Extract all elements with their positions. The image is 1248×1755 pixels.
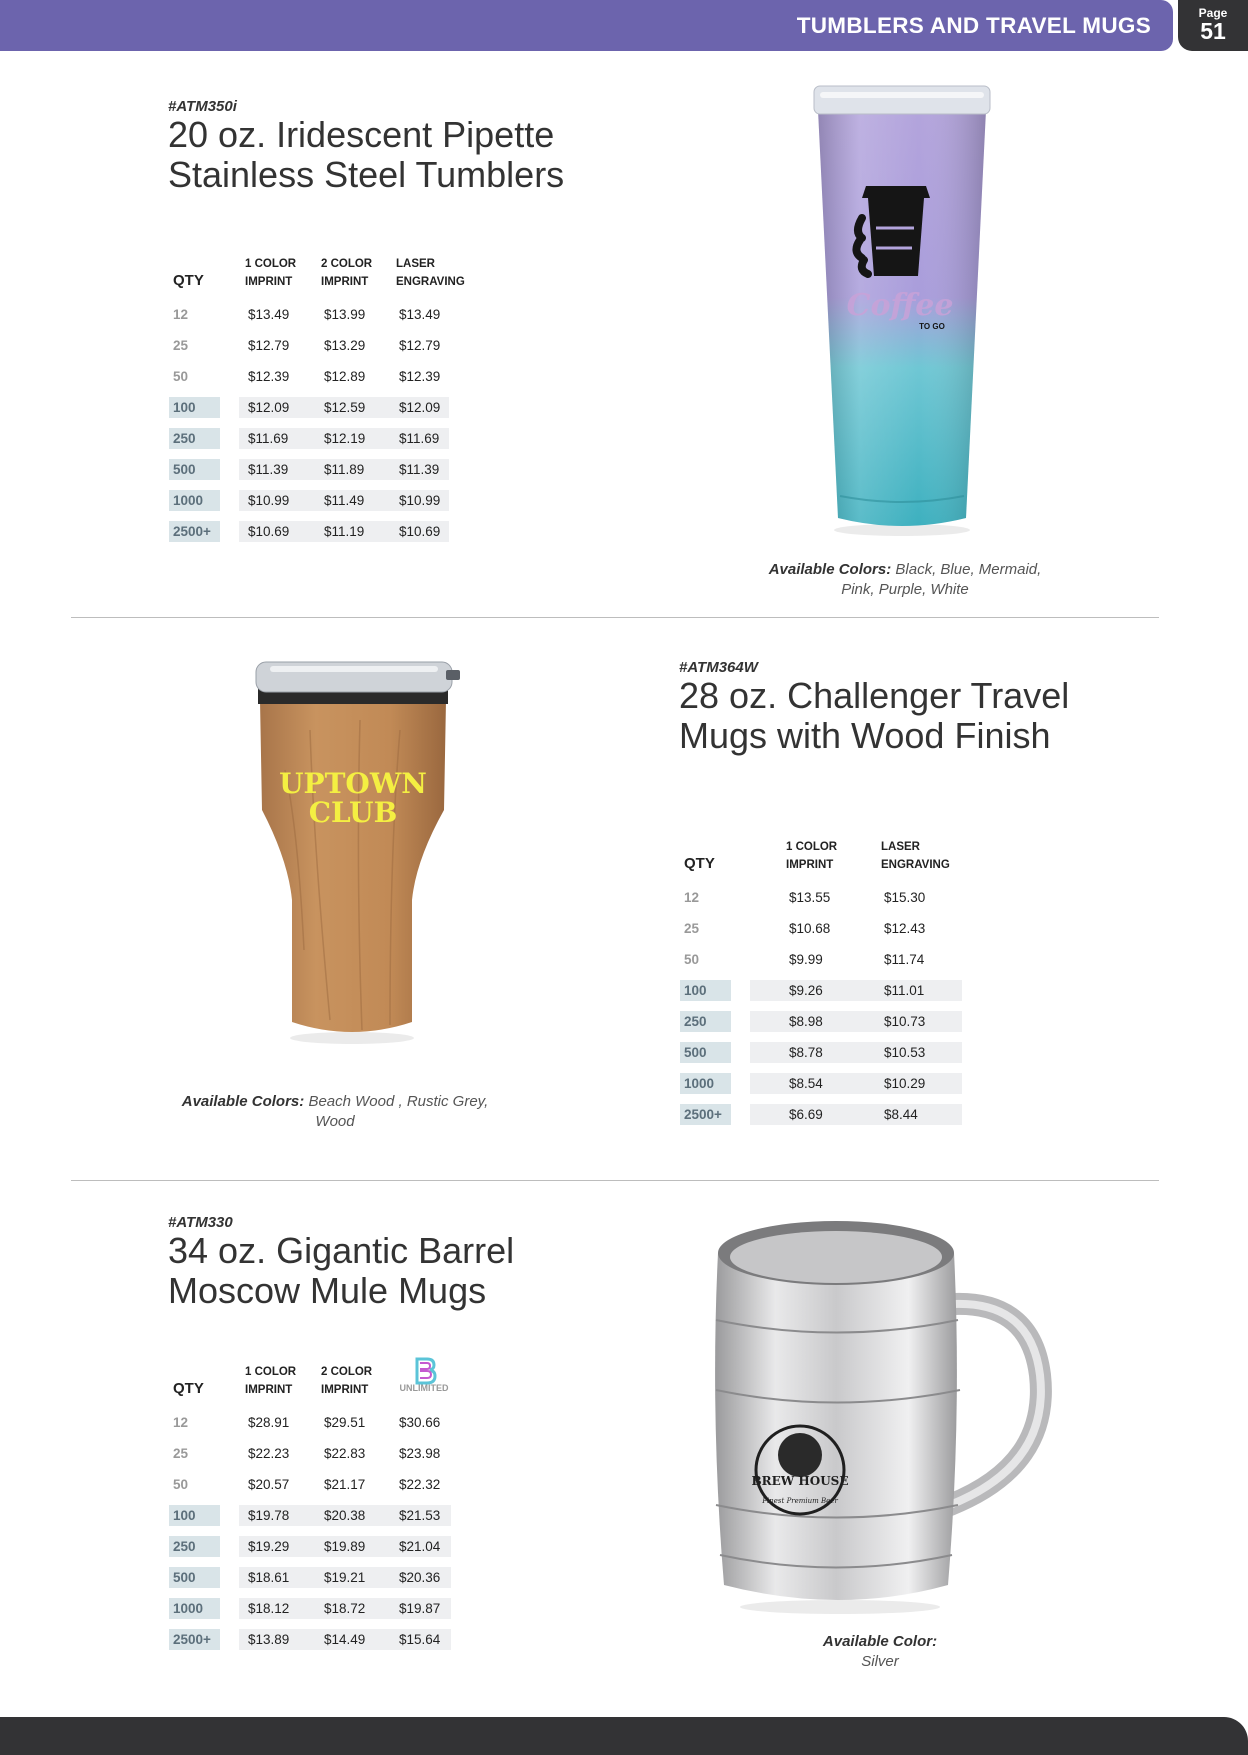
price-cell: $15.30: [884, 890, 926, 905]
table-row: [169, 1567, 451, 1588]
colors-label: Available Color:: [822, 1633, 938, 1650]
product-sku: #ATM350i: [168, 98, 237, 115]
price-cell: $6.69: [789, 1107, 823, 1122]
price-cell: $11.69: [399, 431, 440, 446]
price-cell: $14.49: [324, 1632, 366, 1647]
page-label: Page: [1198, 6, 1228, 20]
colors-label: Available Colors:: [181, 1093, 305, 1110]
row-band: [750, 887, 962, 908]
table-row: [680, 887, 962, 908]
price-cell: $29.51: [324, 1415, 366, 1430]
price-cell: $10.68: [789, 921, 831, 936]
qty-cell: 100: [169, 1505, 220, 1526]
page-number-tab: [1178, 0, 1248, 51]
table-row: [680, 949, 962, 970]
colors-label: Available Colors:: [768, 561, 892, 578]
column-header: [396, 255, 465, 291]
row-band: [750, 980, 962, 1001]
price-cell: $8.78: [789, 1045, 823, 1060]
price-cell: $12.79: [248, 338, 290, 353]
header-bar: [0, 0, 1173, 51]
qty-cell: 50: [173, 1477, 189, 1492]
price-cell: $10.69: [399, 524, 441, 539]
qty-cell: 2500+: [169, 1629, 220, 1650]
qty-cell: 2500+: [680, 1104, 731, 1125]
row-band: [750, 1073, 962, 1094]
table-row: [169, 397, 449, 418]
table-row: [169, 521, 449, 542]
title-line: 20 oz. Iridescent Pipette: [168, 114, 555, 155]
table-row: [169, 335, 449, 356]
price-cell: $13.89: [248, 1632, 290, 1647]
row-band: [750, 1011, 962, 1032]
imprint-subtext: Finest Premium Beer: [762, 1497, 838, 1505]
imprint-text: Coffee: [846, 288, 954, 323]
row-band: [750, 1042, 962, 1063]
table-row: [169, 1598, 451, 1619]
column-header: [321, 1363, 372, 1399]
column-header: [393, 1357, 455, 1399]
available-colors: [740, 1632, 1020, 1672]
title-line: Mugs with Wood Finish: [679, 715, 1051, 756]
column-header-line: 1 COLOR: [245, 1366, 297, 1378]
price-cell: $19.89: [324, 1539, 366, 1554]
price-cell: $12.09: [248, 400, 290, 415]
colors-list: Black, Blue, Mermaid,: [895, 561, 1042, 578]
section-divider: [71, 1180, 1159, 1181]
column-header-line: IMPRINT: [245, 276, 293, 288]
column-header-line: 2 COLOR: [321, 1366, 373, 1378]
price-table: [169, 255, 469, 545]
price-cell: $10.53: [884, 1045, 926, 1060]
price-cell: $10.99: [248, 493, 290, 508]
price-cell: $8.54: [789, 1076, 823, 1091]
qty-cell: 100: [169, 397, 220, 418]
price-cell: $21.53: [399, 1508, 441, 1523]
price-cell: $22.23: [248, 1446, 290, 1461]
row-band: [750, 918, 962, 939]
qty-cell: 12: [173, 1415, 189, 1430]
price-cell: $20.57: [248, 1477, 290, 1492]
table-row: [680, 1104, 962, 1125]
qty-cell: 50: [173, 369, 189, 384]
colors-list: Beach Wood , Rustic Grey,: [308, 1093, 489, 1110]
price-cell: $12.59: [324, 400, 366, 415]
title-line: Moscow Mule Mugs: [168, 1270, 487, 1311]
column-header-line: ENGRAVING: [881, 859, 950, 871]
imprint-text: UPTOWN: [279, 767, 427, 800]
product-sku: #ATM330: [168, 1214, 233, 1231]
price-cell: $13.49: [248, 307, 290, 322]
column-header: [321, 255, 372, 291]
imprint-text: BREW HOUSE: [751, 1474, 849, 1488]
price-cell: $23.98: [399, 1446, 441, 1461]
column-header-line: LASER: [881, 841, 920, 853]
column-header-line: 1 COLOR: [245, 258, 297, 270]
table-row: [169, 428, 449, 449]
price-cell: $15.64: [399, 1632, 441, 1647]
price-cell: $11.19: [324, 524, 365, 539]
price-cell: $12.19: [324, 431, 366, 446]
table-row: [680, 1073, 962, 1094]
price-cell: $18.61: [248, 1570, 290, 1585]
price-cell: $9.26: [789, 983, 823, 998]
footer-bar: [0, 1717, 1248, 1755]
price-cell: $20.36: [399, 1570, 441, 1585]
column-header-text: UNLIMITED: [399, 1383, 449, 1393]
imprint-subtext: TO GO: [919, 322, 945, 331]
table-row: [169, 1474, 451, 1495]
column-header: [881, 838, 950, 874]
price-cell: $13.49: [399, 307, 441, 322]
price-cell: $11.01: [884, 983, 925, 998]
qty-cell: 250: [169, 1536, 220, 1557]
qty-cell: 12: [684, 890, 700, 905]
qty-header: QTY: [684, 855, 715, 872]
qty-cell: 1000: [680, 1073, 731, 1094]
price-cell: $11.39: [399, 462, 440, 477]
price-cell: $21.04: [399, 1539, 441, 1554]
price-cell: $11.69: [248, 431, 289, 446]
page-number: 51: [1200, 18, 1226, 44]
price-cell: $10.29: [884, 1076, 926, 1091]
price-table: [169, 1363, 469, 1653]
price-cell: $19.29: [248, 1539, 290, 1554]
column-header-line: LASER: [396, 258, 435, 270]
qty-cell: 2500+: [169, 521, 220, 542]
colors-list: Silver: [861, 1653, 899, 1670]
price-cell: $10.99: [399, 493, 441, 508]
travel-mug-image: [240, 650, 470, 1050]
price-cell: $19.78: [248, 1508, 290, 1523]
qty-cell: 1000: [169, 1598, 220, 1619]
table-row: [169, 366, 449, 387]
qty-cell: 1000: [169, 490, 220, 511]
row-band: [750, 1104, 962, 1125]
table-row: [169, 1629, 451, 1650]
qty-cell: 25: [173, 1446, 189, 1461]
price-cell: $18.12: [248, 1601, 290, 1616]
row-band: [750, 949, 962, 970]
qty-cell: 25: [684, 921, 700, 936]
price-cell: $11.39: [248, 462, 289, 477]
qty-header: QTY: [173, 272, 204, 289]
price-cell: $13.55: [789, 890, 831, 905]
product-title: [168, 115, 564, 195]
price-cell: $12.79: [399, 338, 441, 353]
column-header: [245, 1363, 296, 1399]
price-table: [680, 838, 980, 1128]
column-header-line: ENGRAVING: [396, 276, 465, 288]
price-cell: $28.91: [248, 1415, 290, 1430]
title-line: 34 oz. Gigantic Barrel: [168, 1230, 515, 1271]
price-cell: $20.38: [324, 1508, 366, 1523]
price-cell: $9.99: [789, 952, 823, 967]
product-sku: #ATM364W: [679, 659, 758, 676]
price-cell: $22.32: [399, 1477, 441, 1492]
qty-cell: 100: [680, 980, 731, 1001]
qty-header: QTY: [173, 1380, 204, 1397]
price-cell: $11.89: [324, 462, 365, 477]
table-row: [680, 918, 962, 939]
column-header-line: 2 COLOR: [321, 258, 373, 270]
qty-cell: 250: [680, 1011, 731, 1032]
qty-cell: 500: [169, 459, 220, 480]
imprint-text: CLUB: [308, 796, 398, 829]
qty-cell: 250: [169, 428, 220, 449]
qty-cell: 500: [680, 1042, 731, 1063]
qty-cell: 12: [173, 307, 189, 322]
table-row: [680, 1042, 962, 1063]
table-row: [169, 459, 449, 480]
price-cell: $22.83: [324, 1446, 366, 1461]
price-cell: $10.69: [248, 524, 290, 539]
price-cell: $30.66: [399, 1415, 441, 1430]
table-row: [169, 304, 449, 325]
qty-cell: 500: [169, 1567, 220, 1588]
column-header-line: IMPRINT: [786, 859, 834, 871]
qty-cell: 50: [684, 952, 700, 967]
section-divider: [71, 617, 1159, 618]
price-cell: $19.21: [324, 1570, 366, 1585]
tumbler-image: [780, 78, 1020, 538]
price-cell: $12.39: [248, 369, 290, 384]
table-row: [169, 490, 449, 511]
column-header-line: IMPRINT: [321, 276, 369, 288]
title-line: Stainless Steel Tumblers: [168, 154, 565, 195]
price-cell: $11.49: [324, 493, 365, 508]
price-cell: $13.29: [324, 338, 366, 353]
available-colors: [160, 1092, 510, 1132]
price-cell: $11.74: [884, 952, 925, 967]
colors-list: Wood: [315, 1113, 355, 1130]
column-header: [245, 255, 296, 291]
column-header-line: IMPRINT: [321, 1384, 369, 1396]
product-title: [168, 1231, 514, 1311]
colors-list: Pink, Purple, White: [841, 581, 969, 598]
price-cell: $12.89: [324, 369, 366, 384]
price-cell: $18.72: [324, 1601, 366, 1616]
table-row: [680, 980, 962, 1001]
price-cell: $12.39: [399, 369, 441, 384]
price-cell: $19.87: [399, 1601, 441, 1616]
price-cell: $10.73: [884, 1014, 926, 1029]
column-header-line: 1 COLOR: [786, 841, 838, 853]
available-colors: [740, 560, 1070, 600]
price-cell: $12.43: [884, 921, 926, 936]
price-cell: $21.17: [324, 1477, 366, 1492]
section-title: TUMBLERS AND TRAVEL MUGS: [796, 13, 1151, 38]
title-line: 28 oz. Challenger Travel: [679, 675, 1070, 716]
price-cell: $13.99: [324, 307, 366, 322]
price-cell: $12.09: [399, 400, 441, 415]
price-cell: $8.44: [884, 1107, 918, 1122]
table-row: [169, 1412, 451, 1433]
table-row: [169, 1536, 451, 1557]
table-row: [169, 1443, 451, 1464]
unlimited-logo-icon: [393, 1357, 455, 1393]
price-cell: $8.98: [789, 1014, 823, 1029]
table-row: [169, 1505, 451, 1526]
product-title: [679, 676, 1069, 756]
table-row: [680, 1011, 962, 1032]
qty-cell: 25: [173, 338, 189, 353]
barrel-mug-image: [700, 1215, 1060, 1615]
column-header: [786, 838, 837, 874]
column-header-line: IMPRINT: [245, 1384, 293, 1396]
